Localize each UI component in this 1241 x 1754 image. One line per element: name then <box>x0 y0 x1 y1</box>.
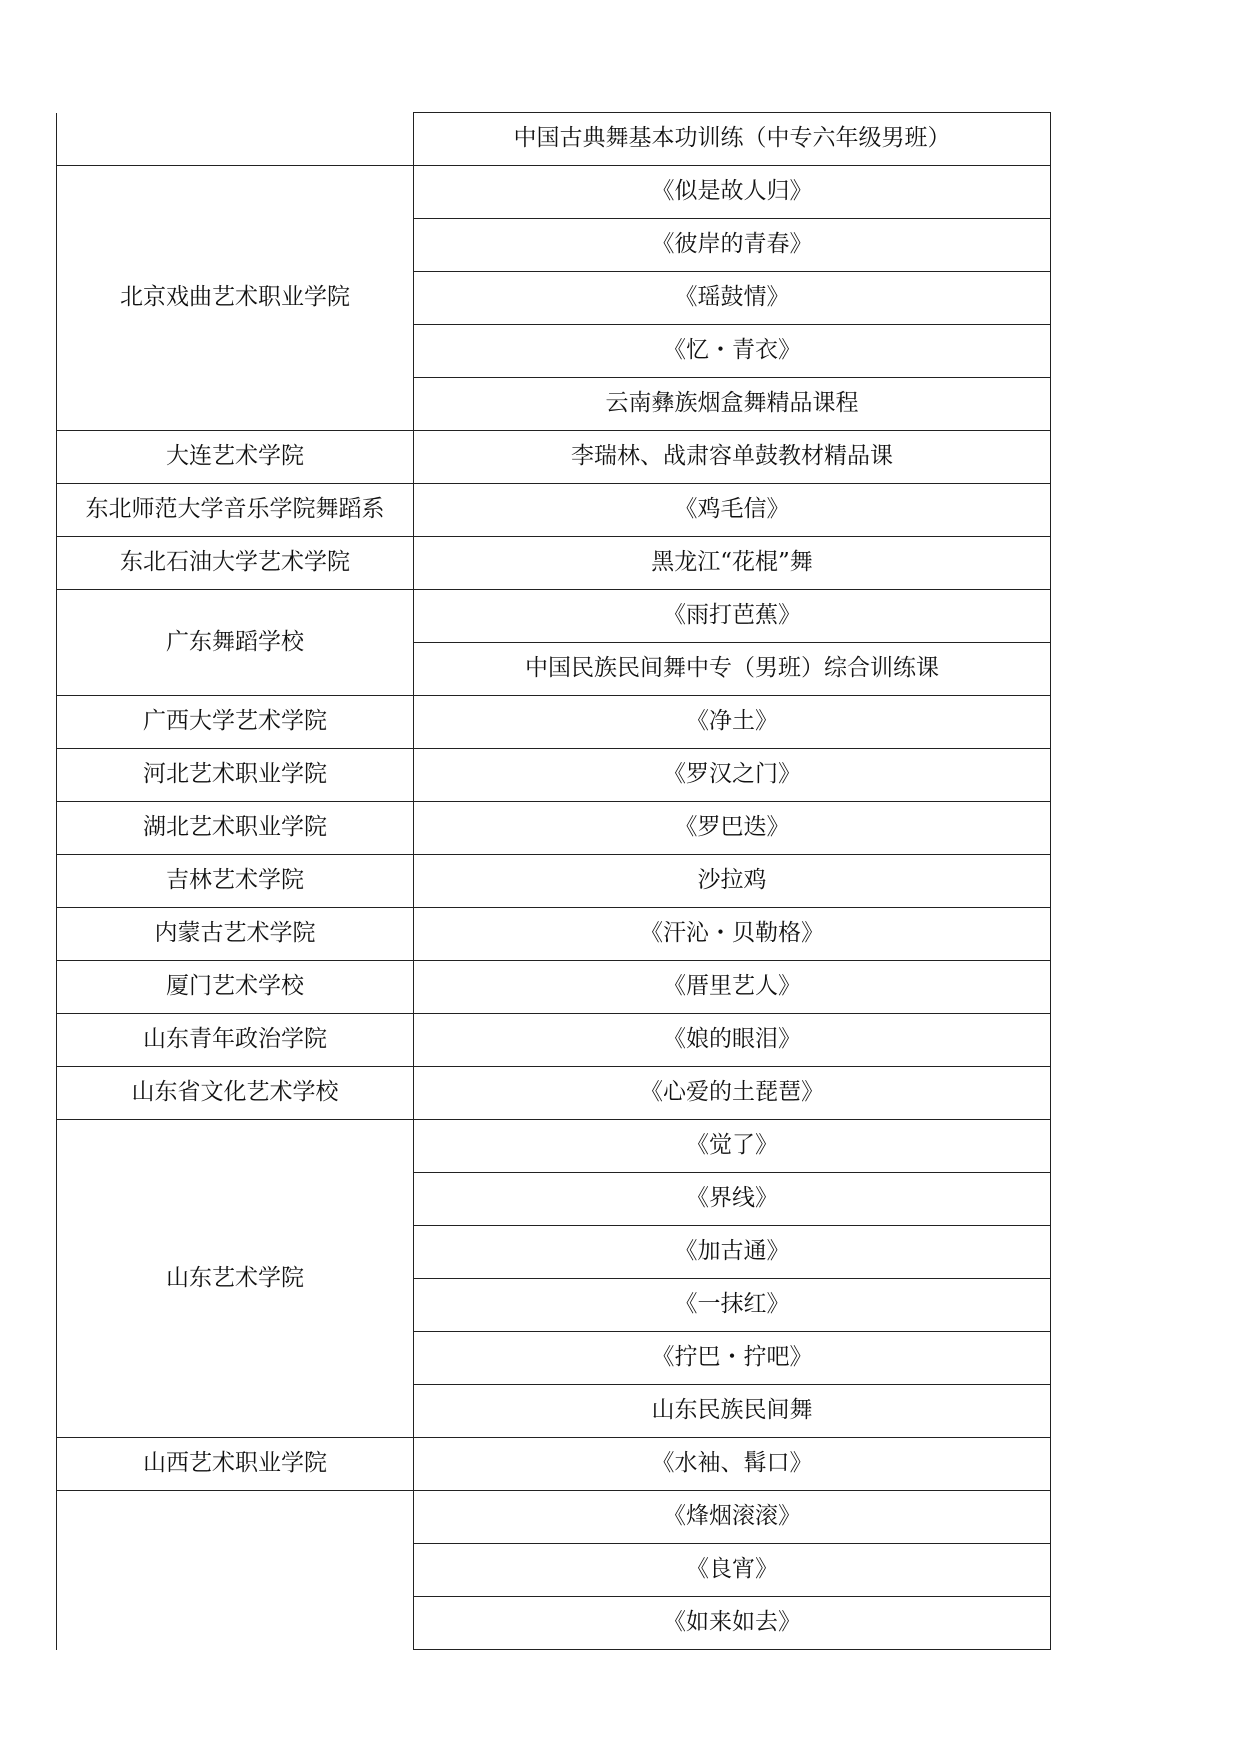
table-row <box>57 908 1051 961</box>
course-title-cell: 《净土》 <box>414 696 1051 749</box>
school-name-cell: 山东青年政治学院 <box>57 1014 414 1067</box>
course-title-cell: 《罗汉之门》 <box>414 749 1051 802</box>
school-name-cell <box>57 113 414 166</box>
school-name-cell: 内蒙古艺术学院 <box>57 908 414 961</box>
course-title-cell: 《忆・青衣》 <box>414 325 1051 378</box>
course-title-cell: 《厝里艺人》 <box>414 961 1051 1014</box>
school-name-cell: 北京戏曲艺术职业学院 <box>57 166 414 431</box>
table-row <box>57 802 1051 855</box>
school-name-cell: 广东舞蹈学校 <box>57 590 414 696</box>
table-row <box>57 855 1051 908</box>
course-title-cell: 《水袖、髯口》 <box>414 1438 1051 1491</box>
school-name-cell: 吉林艺术学院 <box>57 855 414 908</box>
course-title-cell: 李瑞林、战肃容单鼓教材精品课 <box>414 431 1051 484</box>
course-table <box>56 112 1051 1650</box>
school-name-cell: 东北石油大学艺术学院 <box>57 537 414 590</box>
course-title-cell: 《烽烟滚滚》 <box>414 1491 1051 1544</box>
school-name-cell: 大连艺术学院 <box>57 431 414 484</box>
school-name-cell: 东北师范大学音乐学院舞蹈系 <box>57 484 414 537</box>
course-title-cell: 《加古通》 <box>414 1226 1051 1279</box>
table-row <box>57 1067 1051 1120</box>
course-title-cell: 《罗巴迭》 <box>414 802 1051 855</box>
course-title-cell: 《界线》 <box>414 1173 1051 1226</box>
course-title-cell: 《如来如去》 <box>414 1597 1051 1650</box>
table-row <box>57 1120 1051 1173</box>
course-title-cell: 黑龙江“花棍”舞 <box>414 537 1051 590</box>
table-row <box>57 749 1051 802</box>
table-row <box>57 537 1051 590</box>
table-row <box>57 431 1051 484</box>
course-table-sheet <box>56 112 1050 1650</box>
course-title-cell: 《良宵》 <box>414 1544 1051 1597</box>
table-row <box>57 961 1051 1014</box>
school-name-cell: 湖北艺术职业学院 <box>57 802 414 855</box>
course-title-cell: 《一抹红》 <box>414 1279 1051 1332</box>
table-row <box>57 166 1051 219</box>
school-name-cell: 山西艺术职业学院 <box>57 1438 414 1491</box>
course-title-cell: 《彼岸的青春》 <box>414 219 1051 272</box>
course-title-cell: 中国古典舞基本功训练（中专六年级男班） <box>414 113 1051 166</box>
course-title-cell: 中国民族民间舞中专（男班）综合训练课 <box>414 643 1051 696</box>
table-row <box>57 484 1051 537</box>
course-table-body <box>57 113 1051 1650</box>
course-title-cell: 《雨打芭蕉》 <box>414 590 1051 643</box>
course-title-cell: 《拧巴・拧吧》 <box>414 1332 1051 1385</box>
table-row <box>57 696 1051 749</box>
table-row <box>57 1491 1051 1544</box>
school-name-cell: 厦门艺术学校 <box>57 961 414 1014</box>
course-title-cell: 《娘的眼泪》 <box>414 1014 1051 1067</box>
course-title-cell: 《觉了》 <box>414 1120 1051 1173</box>
school-name-cell <box>57 1491 414 1650</box>
course-title-cell: 《心爱的土琵琶》 <box>414 1067 1051 1120</box>
table-row <box>57 1014 1051 1067</box>
table-row <box>57 113 1051 166</box>
table-row <box>57 590 1051 643</box>
course-title-cell: 《鸡毛信》 <box>414 484 1051 537</box>
table-row <box>57 1438 1051 1491</box>
course-title-cell: 沙拉鸡 <box>414 855 1051 908</box>
course-title-cell: 山东民族民间舞 <box>414 1385 1051 1438</box>
course-title-cell: 《似是故人归》 <box>414 166 1051 219</box>
course-title-cell: 云南彝族烟盒舞精品课程 <box>414 378 1051 431</box>
course-title-cell: 《瑶鼓情》 <box>414 272 1051 325</box>
school-name-cell: 广西大学艺术学院 <box>57 696 414 749</box>
course-title-cell: 《汗沁・贝勒格》 <box>414 908 1051 961</box>
school-name-cell: 山东艺术学院 <box>57 1120 414 1438</box>
school-name-cell: 山东省文化艺术学校 <box>57 1067 414 1120</box>
school-name-cell: 河北艺术职业学院 <box>57 749 414 802</box>
